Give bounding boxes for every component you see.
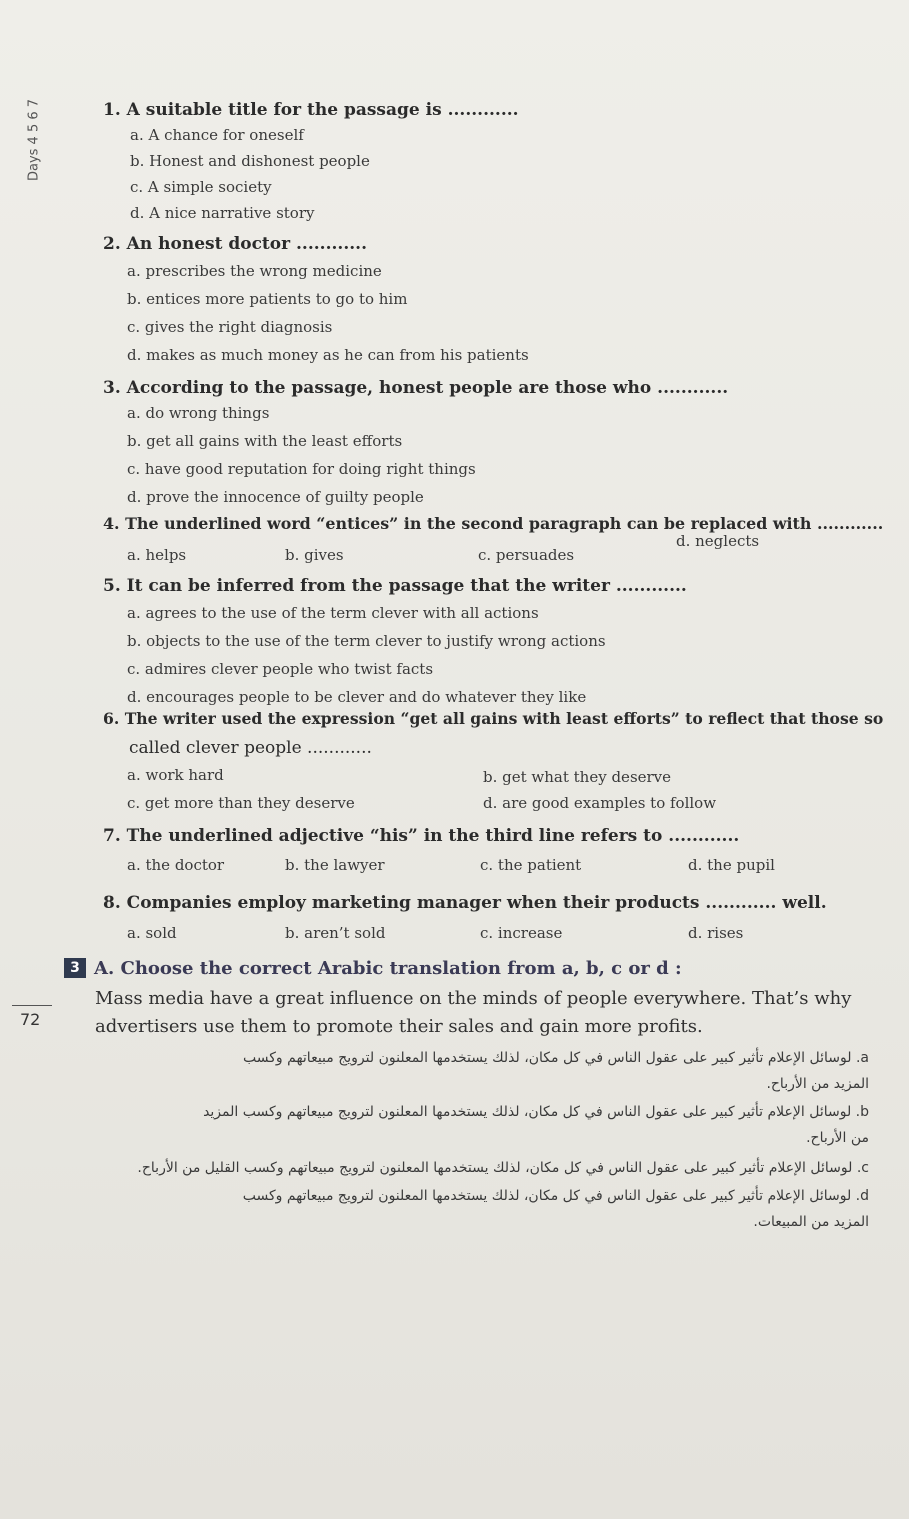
q4-option-a[interactable]: a. helps bbox=[127, 546, 187, 564]
q6-option-d[interactable]: d. are good examples to follow bbox=[483, 794, 717, 812]
arabic-option-c[interactable]: c. لوسائل الإعلام تأثير كبير على عقول الناس في كل مكان، لذلك يستخدمها المعلنون لترويج مبيعاتهم وكسب القليل من الأرباح. bbox=[137, 1160, 869, 1176]
question-4-stem: 4. The underlined word “entices” in the second paragraph can be replaced with ............ bbox=[103, 514, 884, 533]
q3-option-b[interactable]: b. get all gains with the least efforts bbox=[127, 432, 403, 450]
arabic-option-a[interactable]: a. لوسائل الإعلام تأثير كبير على عقول الناس في كل مكان، لذلك يستخدمها المعلنون لترويج مبيعاتهم وكسب bbox=[243, 1050, 869, 1066]
arabic-option-a-cont: المزيد من الأرباح. bbox=[766, 1076, 869, 1092]
q3-option-d[interactable]: d. prove the innocence of guilty people bbox=[127, 488, 424, 506]
q1-option-d[interactable]: d. A nice narrative story bbox=[130, 204, 315, 222]
arabic-option-b-cont: من الأرباح. bbox=[806, 1130, 869, 1146]
q8-option-a[interactable]: a. sold bbox=[127, 924, 177, 942]
q3-option-c[interactable]: c. have good reputation for doing right things bbox=[127, 460, 476, 478]
q5-option-c[interactable]: c. admires clever people who twist facts bbox=[127, 660, 434, 678]
question-5-stem: 5. It can be inferred from the passage that the writer ............ bbox=[103, 576, 687, 596]
q2-option-b[interactable]: b. entices more patients to go to him bbox=[127, 290, 408, 308]
arabic-option-d[interactable]: d. لوسائل الإعلام تأثير كبير على عقول الناس في كل مكان، لذلك يستخدمها المعلنون لترويج مبيعاتهم وكسب bbox=[242, 1188, 869, 1204]
side-day-label: Days 4 5 6 7 bbox=[26, 98, 42, 182]
q2-option-d[interactable]: d. makes as much money as he can from his patients bbox=[127, 346, 529, 364]
question-2-stem: 2. An honest doctor ............ bbox=[103, 234, 368, 254]
q6-option-c[interactable]: c. get more than they deserve bbox=[127, 794, 355, 812]
q7-option-a[interactable]: a. the doctor bbox=[127, 856, 225, 874]
q4-option-b[interactable]: b. gives bbox=[285, 546, 344, 564]
q7-option-d[interactable]: d. the pupil bbox=[688, 856, 775, 874]
q5-option-a[interactable]: a. agrees to the use of the term clever with all actions bbox=[127, 604, 539, 622]
q4-option-c[interactable]: c. persuades bbox=[478, 546, 575, 564]
question-6-stem: 6. The writer used the expression “get all gains with least efforts” to reflect that those so bbox=[103, 709, 884, 728]
exercise-number-badge: 3 bbox=[64, 958, 86, 978]
q7-option-c[interactable]: c. the patient bbox=[480, 856, 582, 874]
q2-option-a[interactable]: a. prescribes the wrong medicine bbox=[127, 262, 382, 280]
question-6-stem-cont: called clever people ............ bbox=[129, 738, 372, 758]
q2-option-c[interactable]: c. gives the right diagnosis bbox=[127, 318, 333, 336]
page-number: 72 bbox=[20, 1010, 41, 1029]
question-3-stem: 3. According to the passage, honest people are those who ............ bbox=[103, 378, 729, 398]
question-7-stem: 7. The underlined adjective “his” in the third line refers to ............ bbox=[103, 826, 740, 846]
q3-option-a[interactable]: a. do wrong things bbox=[127, 404, 270, 422]
q1-option-b[interactable]: b. Honest and dishonest people bbox=[130, 152, 370, 170]
q5-option-d[interactable]: d. encourages people to be clever and do whatever they like bbox=[127, 688, 587, 706]
q6-option-b[interactable]: b. get what they deserve bbox=[483, 768, 672, 786]
exercise-passage-line-2: advertisers use them to promote their sales and gain more profits. bbox=[95, 1016, 703, 1037]
q5-option-b[interactable]: b. objects to the use of the term clever to justify wrong actions bbox=[127, 632, 606, 650]
question-1-stem: 1. A suitable title for the passage is ............ bbox=[103, 100, 519, 120]
question-8-stem: 8. Companies employ marketing manager when their products ............ well. bbox=[103, 893, 827, 913]
q8-option-b[interactable]: b. aren’t sold bbox=[285, 924, 386, 942]
q1-option-c[interactable]: c. A simple society bbox=[130, 178, 272, 196]
page-number-rule bbox=[12, 1005, 52, 1006]
q1-option-a[interactable]: a. A chance for oneself bbox=[130, 126, 304, 144]
exercise-title: A. Choose the correct Arabic translation from a, b, c or d : bbox=[94, 958, 682, 979]
q4-option-d[interactable]: d. neglects bbox=[676, 532, 760, 550]
exercise-passage-line-1: Mass media have a great influence on the minds of people everywhere. That’s why bbox=[95, 988, 852, 1009]
arabic-option-d-cont: المزيد من المبيعات. bbox=[753, 1214, 869, 1230]
q7-option-b[interactable]: b. the lawyer bbox=[285, 856, 385, 874]
q8-option-c[interactable]: c. increase bbox=[480, 924, 563, 942]
q6-option-a[interactable]: a. work hard bbox=[127, 766, 224, 784]
q8-option-d[interactable]: d. rises bbox=[688, 924, 744, 942]
arabic-option-b[interactable]: b. لوسائل الإعلام تأثير كبير على عقول الناس في كل مكان، لذلك يستخدمها المعلنون لترويج مبيعاتهم وكسب المزيد bbox=[203, 1104, 869, 1120]
